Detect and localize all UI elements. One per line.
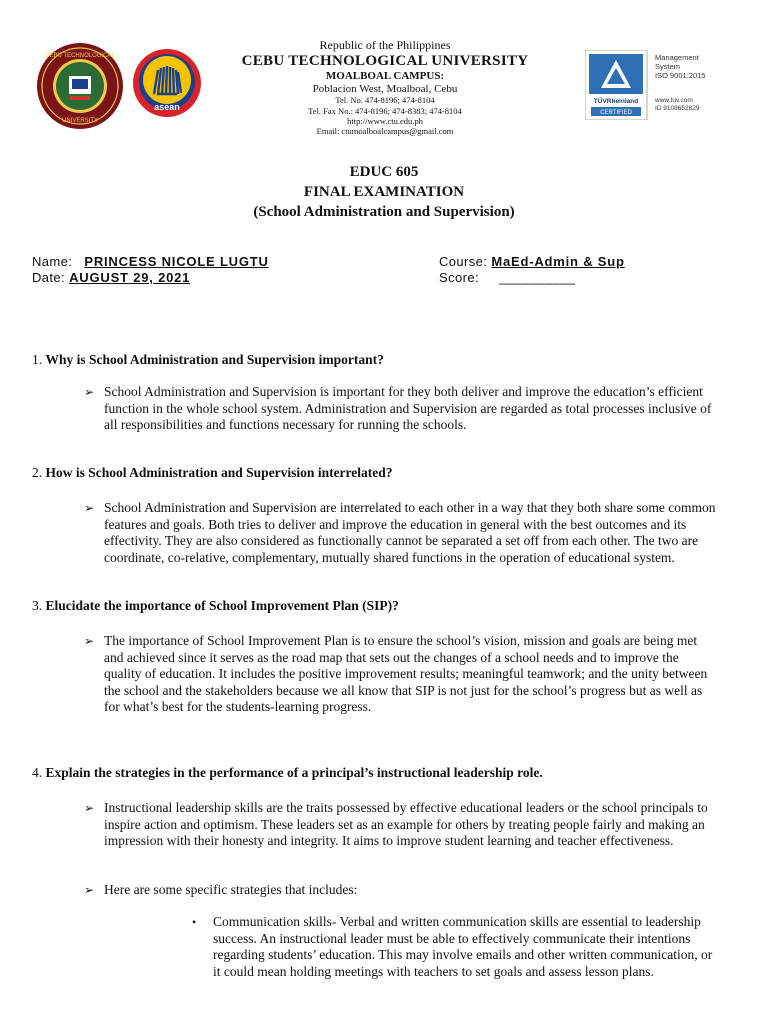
question-text: Why is School Administration and Supervision important? <box>45 352 384 367</box>
website: http://www.ctu.edu.ph <box>347 115 423 126</box>
score-blank: __________ <box>499 270 576 285</box>
answer-text: The importance of School Improvement Plan is to ensure the school’s vision, mission and goals are being met and achieved since it serves as the road map that sets out the changes of a school needs and to improve the quality of education. It includes the positive improvement results; meaningful teamwork; and the unity between the school and the stakeholders because we all know that SIP is not just for the school’s progress but as well as for what’s best for the students-learning progress. <box>104 633 708 715</box>
exam-subject: (School Administration and Supervision) <box>253 204 515 220</box>
strategy-text: Communication skills- Verbal and written communication skills are essential to leadership success. An instructional leader must be able to effectively communicate their intentions regarding students’ education. This may involve emails and other written communication, or it could mean holding meetings with teachers to set goals and assess lesson plans. <box>213 914 713 979</box>
bullet-dot-icon: • <box>192 915 197 929</box>
student-name: PRINCESS NICOLE LUGTU <box>84 254 269 269</box>
ctu-seal-logo <box>36 42 124 130</box>
svg-text:ID 9108652829: ID 9108652829 <box>655 105 700 112</box>
question-text: Explain the strategies in the performance of a principal’s instructional leadership role. <box>45 765 543 780</box>
question-number: 4. <box>32 765 43 780</box>
question-4 <box>32 765 732 781</box>
answer-text: School Administration and Supervision is important for they both deliver and improve the education’s efficient function in the whole school system. Administration and Supervision are regarded as total processes inclusive of all responsibilities and functions necessary for running the schools. <box>104 384 712 433</box>
score-field <box>439 270 575 285</box>
asean-logo <box>132 48 202 118</box>
svg-text:CERTIFIED: CERTIFIED <box>600 110 632 116</box>
answer-1 <box>84 384 719 434</box>
name-label: Name: <box>32 254 73 269</box>
svg-text:CEBU TECHNOLOGICAL: CEBU TECHNOLOGICAL <box>45 53 115 59</box>
answer-2 <box>84 500 719 566</box>
question-number: 1. <box>32 352 43 367</box>
campus-name: MOALBOAL CAMPUS: <box>325 70 445 83</box>
score-label: Score: <box>439 270 479 285</box>
svg-text:TÜVRheinland: TÜVRheinland <box>593 98 639 105</box>
arrow-bullet-icon: ➢ <box>84 501 95 515</box>
course-label: Course: <box>439 254 488 269</box>
exam-date: AUGUST 29, 2021 <box>69 270 191 285</box>
telephone: Tel. No. 474-8196; 474-8104 <box>335 95 435 106</box>
arrow-bullet-icon: ➢ <box>84 634 95 648</box>
arrow-bullet-icon: ➢ <box>84 385 95 399</box>
svg-text:UNIVERSITY: UNIVERSITY <box>61 118 99 124</box>
answer-4-strategies <box>84 882 719 899</box>
answer-text: Instructional leadership skills are the traits possessed by effective educational leaders or the school principals to inspire action and optimism. These leaders set as an example for others by treating people fairly and making an impression with their honesty and integrity. It aims to improve student learning and teacher effectiveness. <box>104 800 708 849</box>
exam-type: FINAL EXAMINATION <box>303 184 465 200</box>
name-field <box>32 254 269 269</box>
telefax: Tel. Fax No.: 474-8196; 474-8383; 474-8104 <box>308 105 462 116</box>
answer-3 <box>84 633 719 716</box>
exam-course-code: EDUC 605 <box>349 164 419 180</box>
svg-text:asean: asean <box>154 102 180 112</box>
date-field <box>32 270 190 285</box>
tuv-cert-graphic <box>585 50 735 120</box>
svg-text:ISO 9001:2015: ISO 9001:2015 <box>655 71 706 80</box>
answer-4-intro <box>84 800 719 850</box>
question-1 <box>32 352 732 368</box>
student-course: MaEd-Admin & Sup <box>491 254 625 269</box>
arrow-bullet-icon: ➢ <box>84 883 95 897</box>
answer-text: Here are some specific strategies that includes: <box>104 882 358 897</box>
question-text: How is School Administration and Supervision interrelated? <box>45 465 393 480</box>
svg-text:www.tuv.com: www.tuv.com <box>655 97 693 104</box>
question-text: Elucidate the importance of School Improvement Plan (SIP)? <box>45 598 399 613</box>
republic-line: Republic of the Philippines <box>319 38 451 52</box>
question-number: 3. <box>32 598 43 613</box>
svg-text:Management: Management <box>655 53 699 62</box>
svg-text:System: System <box>655 62 681 71</box>
letterhead <box>200 39 570 136</box>
tuv-certification-badge <box>585 50 735 120</box>
strategy-communication-skills <box>192 914 723 980</box>
arrow-bullet-icon: ➢ <box>84 801 95 815</box>
email: Email: ctumoalboalcampus@gmail.com <box>316 125 454 136</box>
campus-address: Poblacion West, Moalboal, Cebu <box>312 82 458 95</box>
date-label: Date: <box>32 270 66 285</box>
answer-text: School Administration and Supervision are interrelated to each other in a way that they both share some common features and goals. Both tries to deliver and improve the education in general with the best outcomes and its effectivity. They are also considered as functionally cannot be separated a set off from each other. The two are coordinate, co-relative, complementary, mutually shared functions in the operation of educational system. <box>104 500 716 565</box>
question-number: 2. <box>32 465 43 480</box>
question-2 <box>32 465 732 481</box>
university-name: CEBU TECHNOLOGICAL UNIVERSITY <box>241 52 529 69</box>
course-field <box>439 254 625 269</box>
question-3 <box>32 598 732 614</box>
